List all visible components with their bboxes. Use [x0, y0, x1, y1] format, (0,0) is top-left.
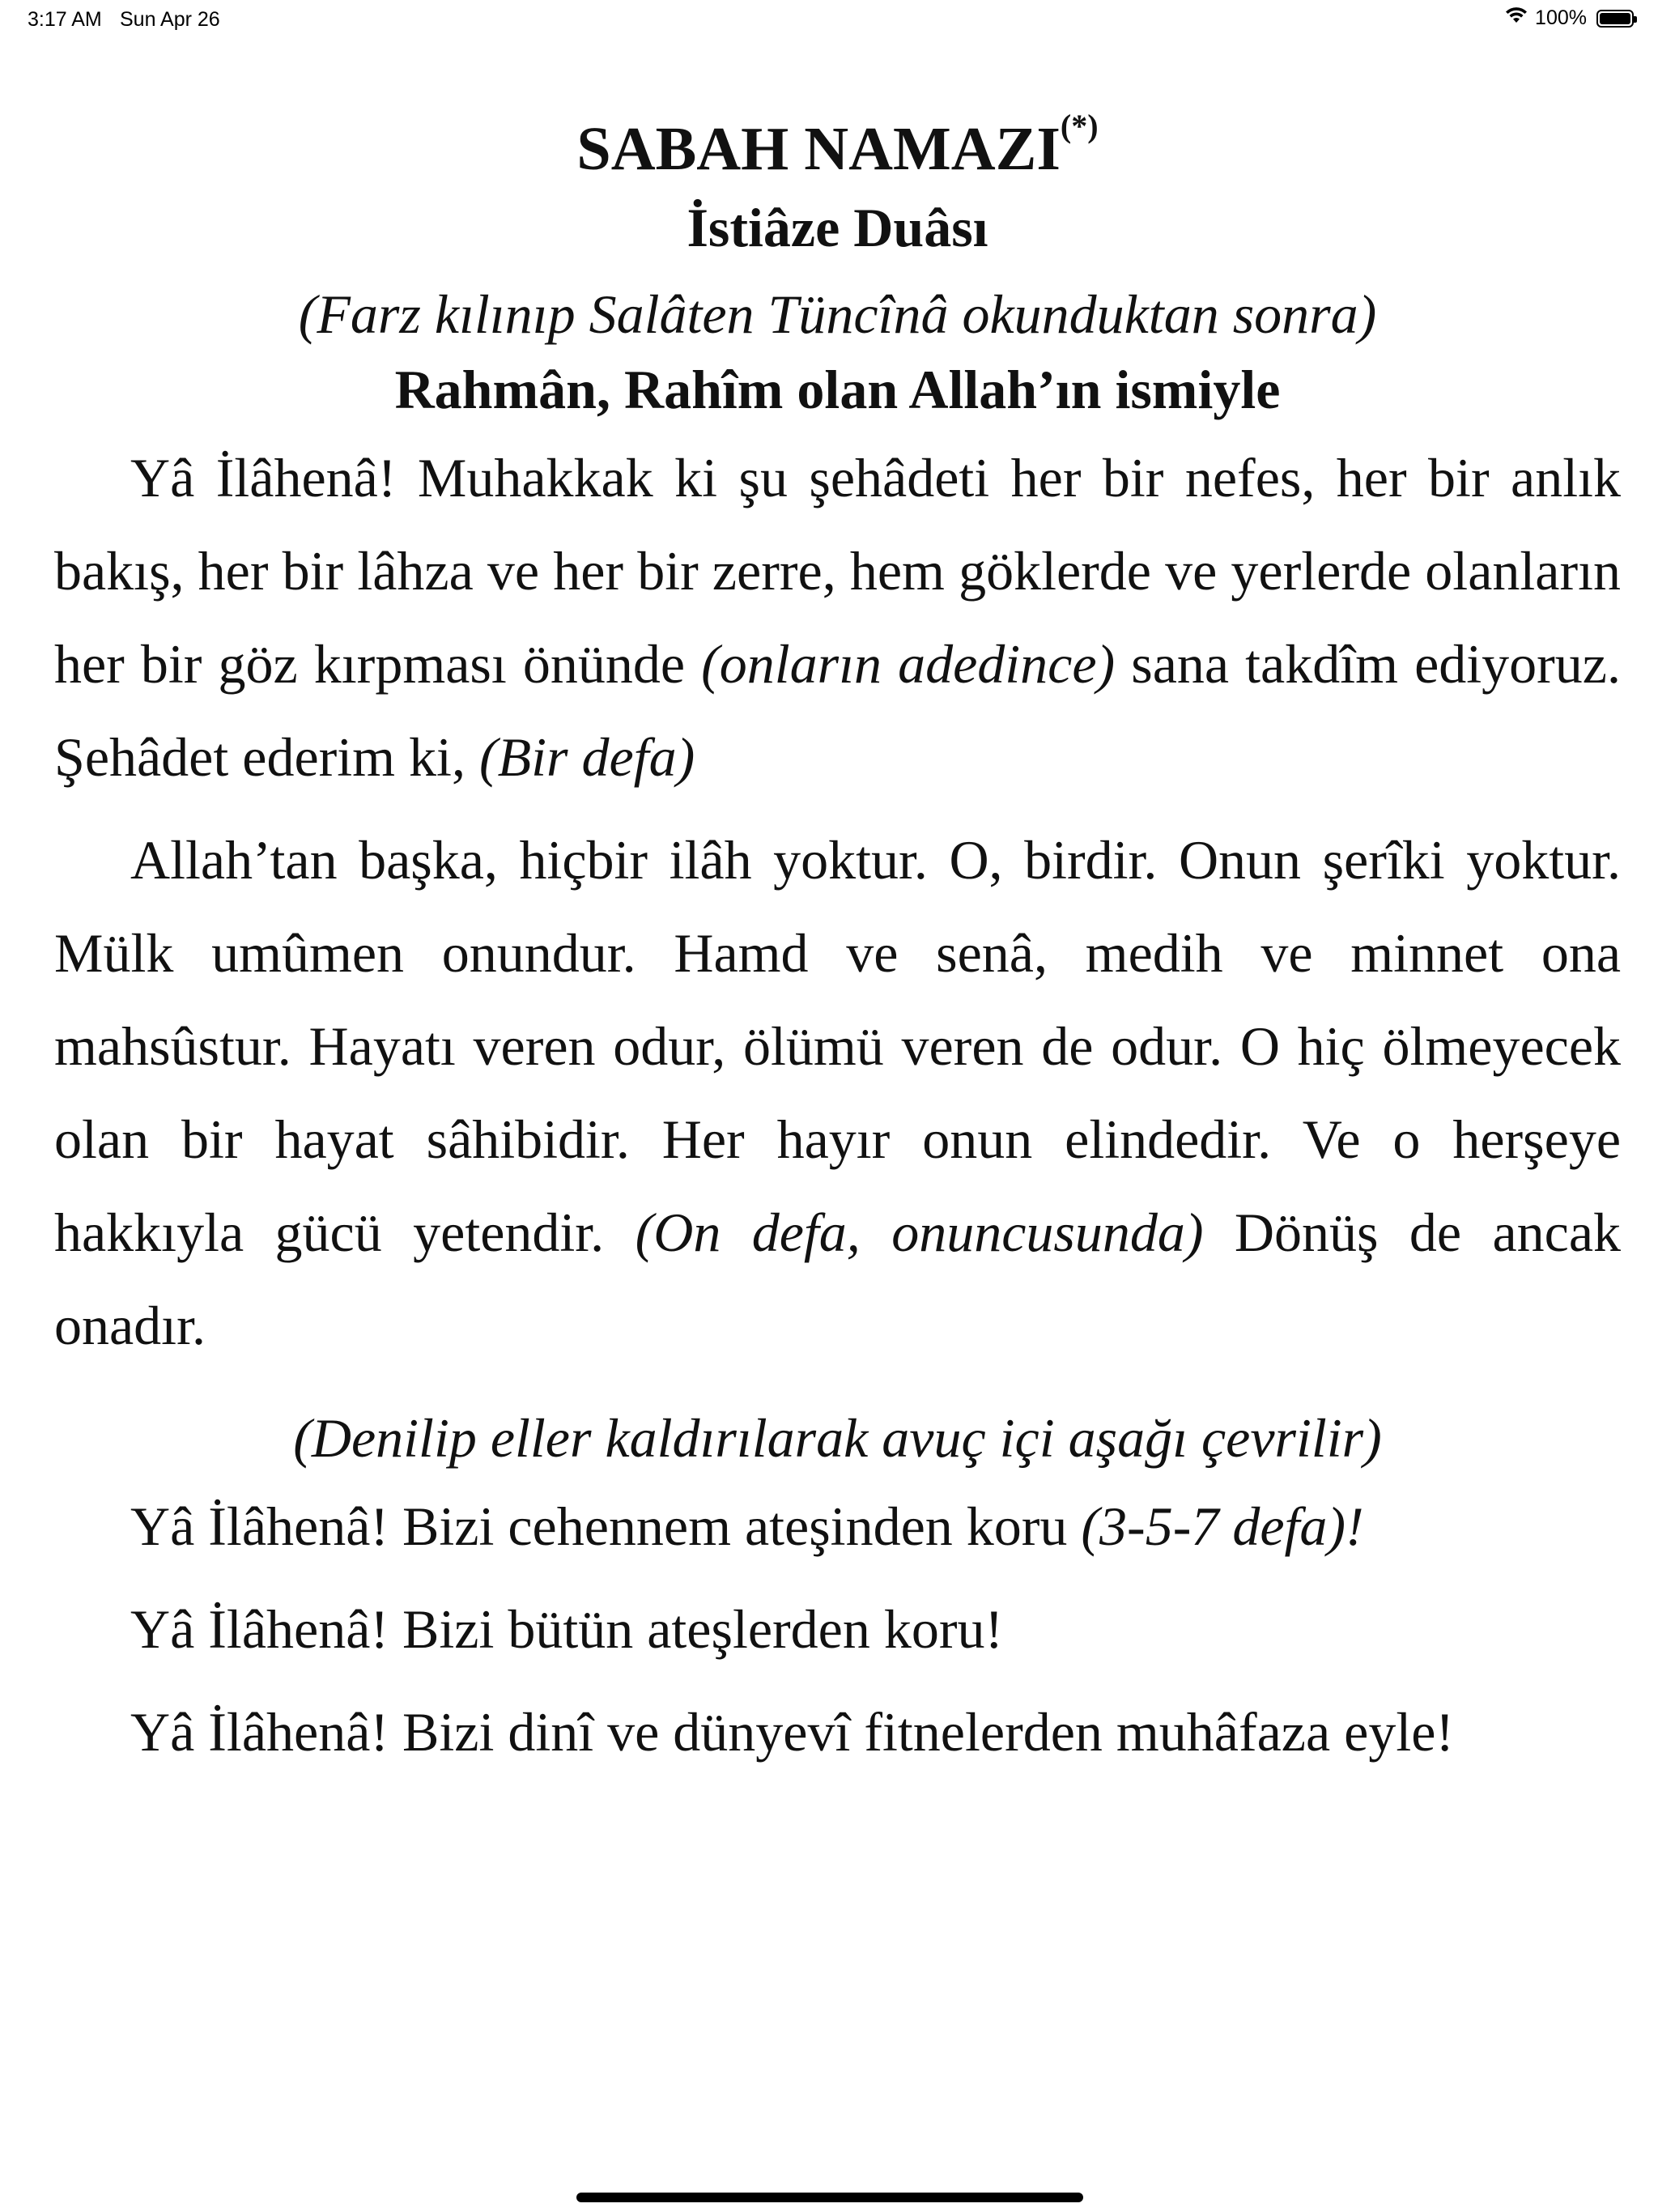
prayer-line-2: Yâ İlâhenâ! Bizi bütün ateşlerden koru! — [130, 1597, 1004, 1660]
status-indicators — [1504, 6, 1634, 30]
status-date: Sun Apr 26 — [120, 8, 220, 31]
page-title — [54, 105, 1621, 189]
battery-icon — [1596, 10, 1634, 28]
battery-percent: 100% — [1535, 6, 1587, 29]
status-time: 3:17 AM — [28, 8, 102, 31]
paragraph-2 — [54, 814, 1621, 1372]
p2-text-a: Allah’tan başka, hiçbir ilâh yoktur. O, birdir. Onun şerîki yoktur. Mülk umûmen onundur. Hamd ve senâ, medih ve minnet ona mahsûstur. Hayatı veren odur, ölümü veren de odur. O hiç ölmeyecek olan bir hayat sâhibidir. Her hayır onun elindedir. Ve o herşeye hakkıyla gücü yetendir. — [54, 828, 1621, 1263]
prayer-line-3: Yâ İlâhenâ! Bizi dinî ve dünyevî fitnelerden muhâfaza eyle! — [130, 1700, 1455, 1763]
home-indicator[interactable] — [576, 2193, 1083, 2202]
p2-italic-b: (On defa, onuncusunda) — [635, 1201, 1204, 1263]
basmala-heading: Rahmân, Rahîm olan Allah’ın ismiyle — [394, 358, 1281, 420]
p1-text-c: sana takdîm ediyoruz. Şehâdet ederim ki, — [54, 632, 1621, 788]
l1-italic-b: (3-5-7 defa)! — [1081, 1495, 1364, 1557]
wifi-icon — [1504, 6, 1528, 30]
p2-text-c: Dönüş de ancak onadır. — [54, 1201, 1621, 1356]
instruction-note-2: (Denilip eller kaldırılarak avuç içi aşağı çevrilir) — [293, 1406, 1382, 1469]
title-text: SABAH NAMAZI — [576, 115, 1061, 183]
title-footnote-mark: (*) — [1060, 108, 1099, 144]
page-subtitle: İstiâze Duâsı — [687, 196, 988, 258]
battery-tip — [1634, 16, 1637, 23]
p1-italic-b: (onların adedince) — [701, 632, 1116, 695]
instruction-note: (Farz kılınıp Salâten Tüncînâ okunduktan sonra) — [298, 283, 1377, 345]
battery-fill — [1600, 13, 1630, 24]
status-bar — [0, 0, 1658, 39]
p1-text-a: Yâ İlâhenâ! Muhakkak ki şu şehâdeti her bir nefes, her bir anlık bakış, her bir lâhza ve her bir zerre, hem göklerde ve yerlerde olanların her bir göz kırpması önünde — [54, 446, 1621, 695]
l1-text-a: Yâ İlâhenâ! Bizi cehennem ateşinden koru — [130, 1495, 1082, 1557]
prayer-line-1 — [54, 1480, 1621, 1573]
book-page — [54, 91, 1621, 1779]
paragraph-1 — [54, 432, 1621, 804]
p1-italic-d: (Bir defa) — [478, 725, 695, 788]
